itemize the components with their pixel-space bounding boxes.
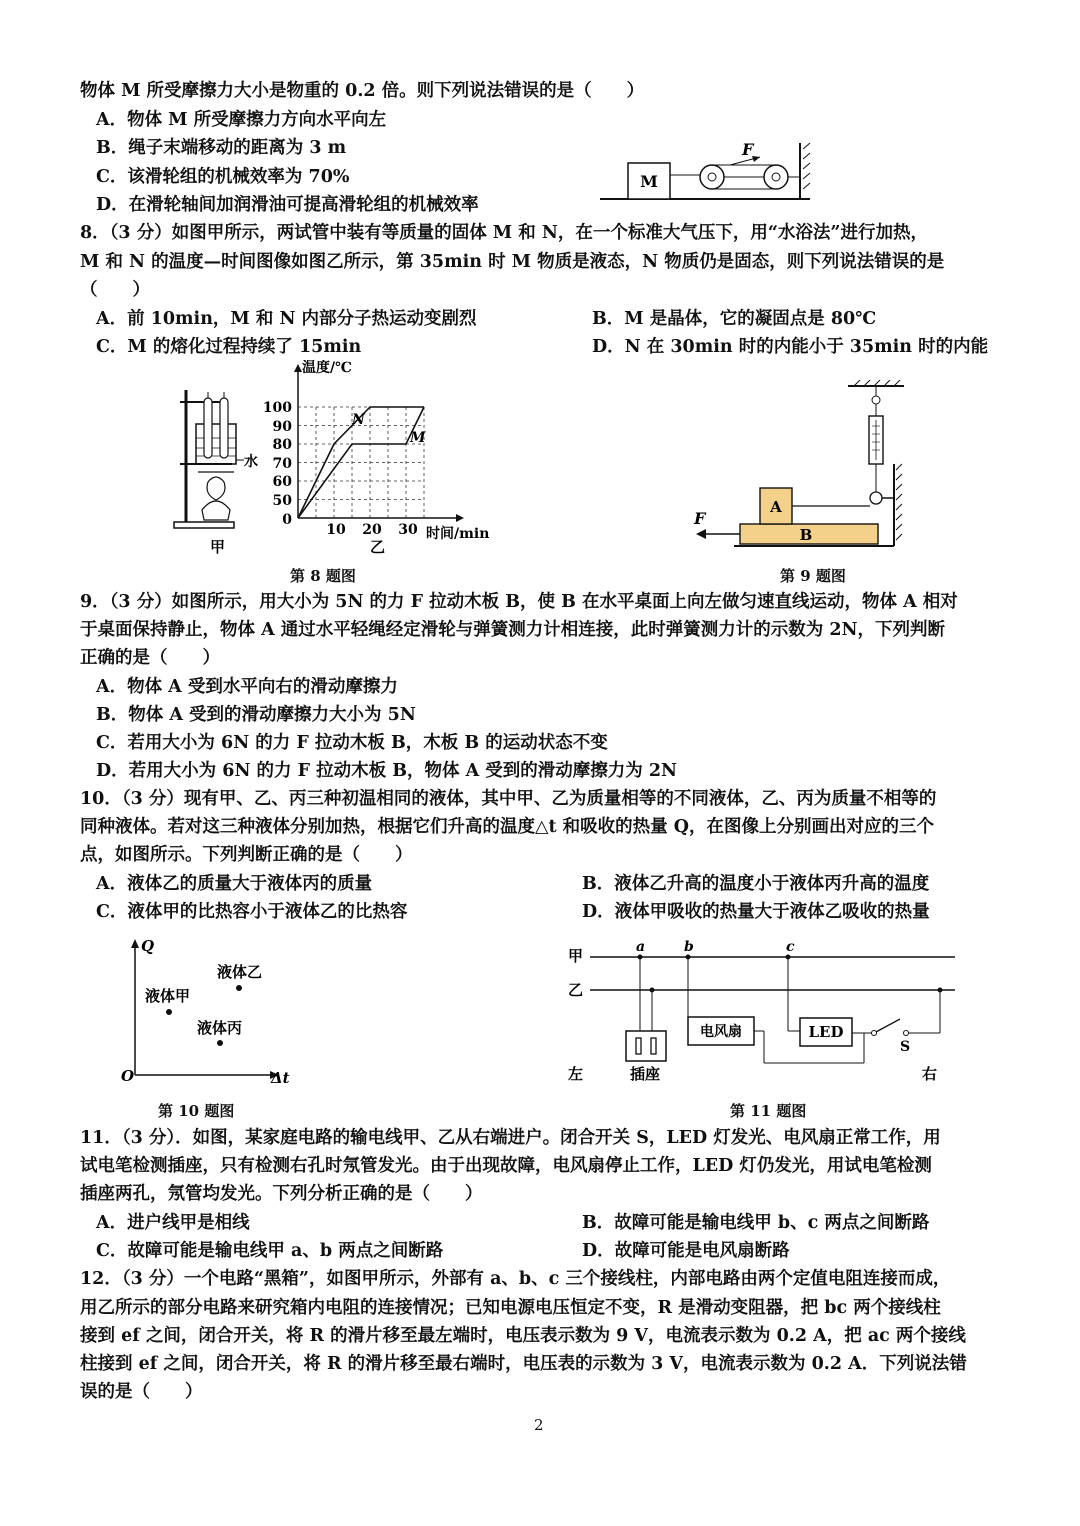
q8-option-c: C．M 的熔化过程持续了 15min bbox=[96, 337, 362, 357]
q8-stem-line3: （ ） bbox=[80, 280, 150, 300]
q10-bing-point bbox=[217, 1040, 223, 1046]
q8-chart-sub-label: 乙 bbox=[370, 538, 386, 556]
q8-apparatus-figure bbox=[170, 382, 270, 557]
q8-ytick-70: 70 bbox=[272, 456, 292, 472]
q8-ytick-80: 80 bbox=[272, 437, 292, 453]
q8-temperature-chart bbox=[260, 360, 500, 560]
q8-ytick-50: 50 bbox=[272, 493, 292, 509]
q11-switch-label: S bbox=[900, 1039, 911, 1055]
q7-option-b: B．绳子末端移动的距离为 3 m bbox=[96, 138, 347, 158]
q8-xtick-20: 20 bbox=[362, 522, 382, 538]
q9-caption: 第 9 题图 bbox=[780, 567, 846, 585]
q11-stem-line1: 11．（3 分）．如图，某家庭电路的输电线甲、乙从右端进户。闭合开关 S，LED 灯发光、电风扇正常工作，用 bbox=[80, 1128, 941, 1148]
q10-figure bbox=[115, 935, 305, 1090]
q11-line-yi-label: 乙 bbox=[568, 981, 584, 999]
q10-jia-label: 液体甲 bbox=[145, 987, 191, 1005]
q11-socket-label: 插座 bbox=[630, 1065, 661, 1083]
q9-label-f: F bbox=[694, 509, 706, 528]
q11-stem-line3: 插座两孔，氖管均发光。下列分析正确的是（ ） bbox=[80, 1184, 483, 1204]
q11-caption: 第 11 题图 bbox=[730, 1102, 807, 1120]
q10-dt-label: Δt bbox=[271, 1069, 290, 1087]
q10-option-a: A．液体乙的质量大于液体丙的质量 bbox=[96, 874, 373, 894]
q7-option-c: C．该滑轮组的机械效率为 70% bbox=[96, 167, 350, 187]
q8-fig-jia-label: 甲 bbox=[210, 538, 226, 556]
q11-stem-line2: 试电笔检测插座，只有检测右孔时氖管发光。由于出现故障，电风扇停止工作，LED 灯仍发光，用试电笔检测 bbox=[80, 1156, 932, 1176]
q8-xtick-10: 10 bbox=[326, 522, 346, 538]
q9-stem-line2: 于桌面保持静止，物体 A 通过水平轻绳经定滑轮与弹簧测力计相连接，此时弹簧测力计的示数为 2N，下列判断 bbox=[80, 620, 946, 640]
q11-option-c: C．故障可能是输电线甲 a、b 两点之间断路 bbox=[96, 1241, 444, 1261]
q9-label-a: A bbox=[770, 498, 782, 516]
q8-water-label: 水 bbox=[244, 454, 258, 470]
q11-right-label: 右 bbox=[922, 1065, 938, 1083]
q7-option-d: D．在滑轮轴间加润滑油可提高滑轮组的机械效率 bbox=[96, 195, 479, 215]
q11-point-c-label: c bbox=[786, 939, 795, 955]
q10-q-label: Q bbox=[141, 937, 155, 955]
q10-stem-line2: 同种液体。若对这三种液体分别加热，根据它们升高的温度△t 和吸收的热量 Q，在图像上分别画出对应的三个 bbox=[80, 817, 934, 837]
q11-point-b-label: b bbox=[684, 939, 694, 955]
q9-stem-line3: 正确的是（ ） bbox=[80, 648, 220, 668]
q10-bing-label: 液体丙 bbox=[197, 1019, 243, 1037]
q7-force-label: F bbox=[742, 140, 754, 159]
q10-origin-label: O bbox=[121, 1067, 135, 1085]
q8-ytick-0: 0 bbox=[282, 512, 292, 528]
q9-label-b: B bbox=[799, 526, 813, 544]
page-number: 2 bbox=[534, 1416, 544, 1434]
q11-left-label: 左 bbox=[568, 1065, 584, 1083]
q10-option-b: B．液体乙升高的温度小于液体丙升高的温度 bbox=[582, 874, 930, 894]
q8-series-m-label: M bbox=[410, 430, 426, 446]
q8-xtick-30: 30 bbox=[398, 522, 418, 538]
q8-y-axis-label: 温度/℃ bbox=[302, 360, 352, 376]
q7-pulley-figure bbox=[600, 135, 820, 205]
q9-stem-line1: 9．（3 分）如图所示，用大小为 5N 的力 F 拉动木板 B，使 B 在水平桌面上向左做匀速直线运动，物体 A 相对 bbox=[80, 592, 958, 612]
q11-option-a: A．进户线甲是相线 bbox=[96, 1213, 250, 1233]
q7-option-a: A．物体 M 所受摩擦力方向水平向左 bbox=[96, 110, 387, 130]
q11-point-a-label: a bbox=[636, 939, 646, 955]
q12-stem-line2: 用乙所示的部分电路来研究箱内电阻的连接情况；已知电源电压恒定不变，R 是滑动变阻器，把 bc 两个接线柱 bbox=[80, 1298, 941, 1318]
q8-option-a: A．前 10min，M 和 N 内部分子热运动变剧烈 bbox=[96, 309, 477, 329]
q7-block-label: M bbox=[640, 172, 658, 191]
q12-stem-line1: 12．（3 分）一个电路“黑箱”，如图甲所示，外部有 a、b、c 三个接线柱，内部电路由两个定值电阻连接而成， bbox=[80, 1269, 951, 1289]
q10-stem-line1: 10．（3 分）现有甲、乙、丙三种初温相同的液体，其中甲、乙为质量相等的不同液体，乙、丙为质量不相等的 bbox=[80, 789, 937, 809]
q9-figure bbox=[688, 380, 918, 555]
q8-x-axis-label: 时间/min bbox=[426, 526, 490, 542]
q8-ytick-100: 100 bbox=[262, 400, 292, 416]
q8-ytick-90: 90 bbox=[272, 419, 292, 435]
q10-caption: 第 10 题图 bbox=[158, 1102, 235, 1120]
q11-fan-label: 电风扇 bbox=[700, 1024, 742, 1040]
q10-yi-point bbox=[236, 985, 242, 991]
q11-led-label: LED bbox=[808, 1023, 844, 1041]
q8-option-d: D．N 在 30min 时的内能小于 35min 时的内能 bbox=[592, 337, 989, 357]
q12-stem-line3: 接到 ef 之间，闭合开关，将 R 的滑片移至最左端时，电压表示数为 9 V，电流表示数为 0.2 A，把 ac 两个接线 bbox=[80, 1326, 966, 1346]
q9-option-b: B．物体 A 受到的滑动摩擦力大小为 5N bbox=[96, 705, 416, 725]
q8-ytick-60: 60 bbox=[272, 474, 292, 490]
q9-option-d: D．若用大小为 6N 的力 F 拉动木板 B，物体 A 受到的滑动摩擦力为 2N bbox=[96, 761, 678, 781]
q8-stem-line1: 8．（3 分）如图甲所示，两试管中装有等质量的固体 M 和 N，在一个标准大气压下，用“水浴法”进行加热， bbox=[80, 223, 928, 243]
q10-yi-label: 液体乙 bbox=[217, 963, 263, 981]
q11-option-b: B．故障可能是输电线甲 b、c 两点之间断路 bbox=[582, 1213, 930, 1233]
q8-series-n-label: N bbox=[352, 412, 365, 428]
q8-stem-line2: M 和 N 的温度—时间图像如图乙所示，第 35min 时 M 物质是液态，N 物质仍是固态，则下列说法错误的是 bbox=[80, 252, 945, 272]
q8-option-b: B．M 是晶体，它的凝固点是 80℃ bbox=[592, 309, 877, 329]
q10-option-d: D．液体甲吸收的热量大于液体乙吸收的热量 bbox=[582, 902, 930, 922]
q11-switch bbox=[876, 1019, 900, 1032]
q11-socket bbox=[626, 1031, 666, 1061]
q9-option-c: C．若用大小为 6N 的力 F 拉动木板 B，木板 B 的运动状态不变 bbox=[96, 733, 608, 753]
q10-jia-point bbox=[166, 1009, 172, 1015]
q9-option-a: A．物体 A 受到水平向右的滑动摩擦力 bbox=[96, 677, 398, 697]
q10-stem-line3: 点，如图所示。下列判断正确的是（ ） bbox=[80, 845, 413, 865]
q12-stem-line5: 误的是（ ） bbox=[80, 1382, 203, 1402]
q10-option-c: C．液体甲的比热容小于液体乙的比热容 bbox=[96, 902, 408, 922]
q12-stem-line4: 柱接到 ef 之间，闭合开关，将 R 的滑片移至最右端时，电压表的示数为 3 V，电流表示数为 0.2 A．下列说法错 bbox=[80, 1354, 967, 1374]
q8-caption: 第 8 题图 bbox=[290, 567, 356, 585]
q11-circuit-figure bbox=[560, 935, 960, 1090]
q11-option-d: D．故障可能是电风扇断路 bbox=[582, 1241, 790, 1261]
q11-line-jia-label: 甲 bbox=[568, 947, 584, 965]
q7-stem: 物体 M 所受摩擦力大小是物重的 0.2 倍。则下列说法错误的是（ ） bbox=[80, 81, 645, 101]
